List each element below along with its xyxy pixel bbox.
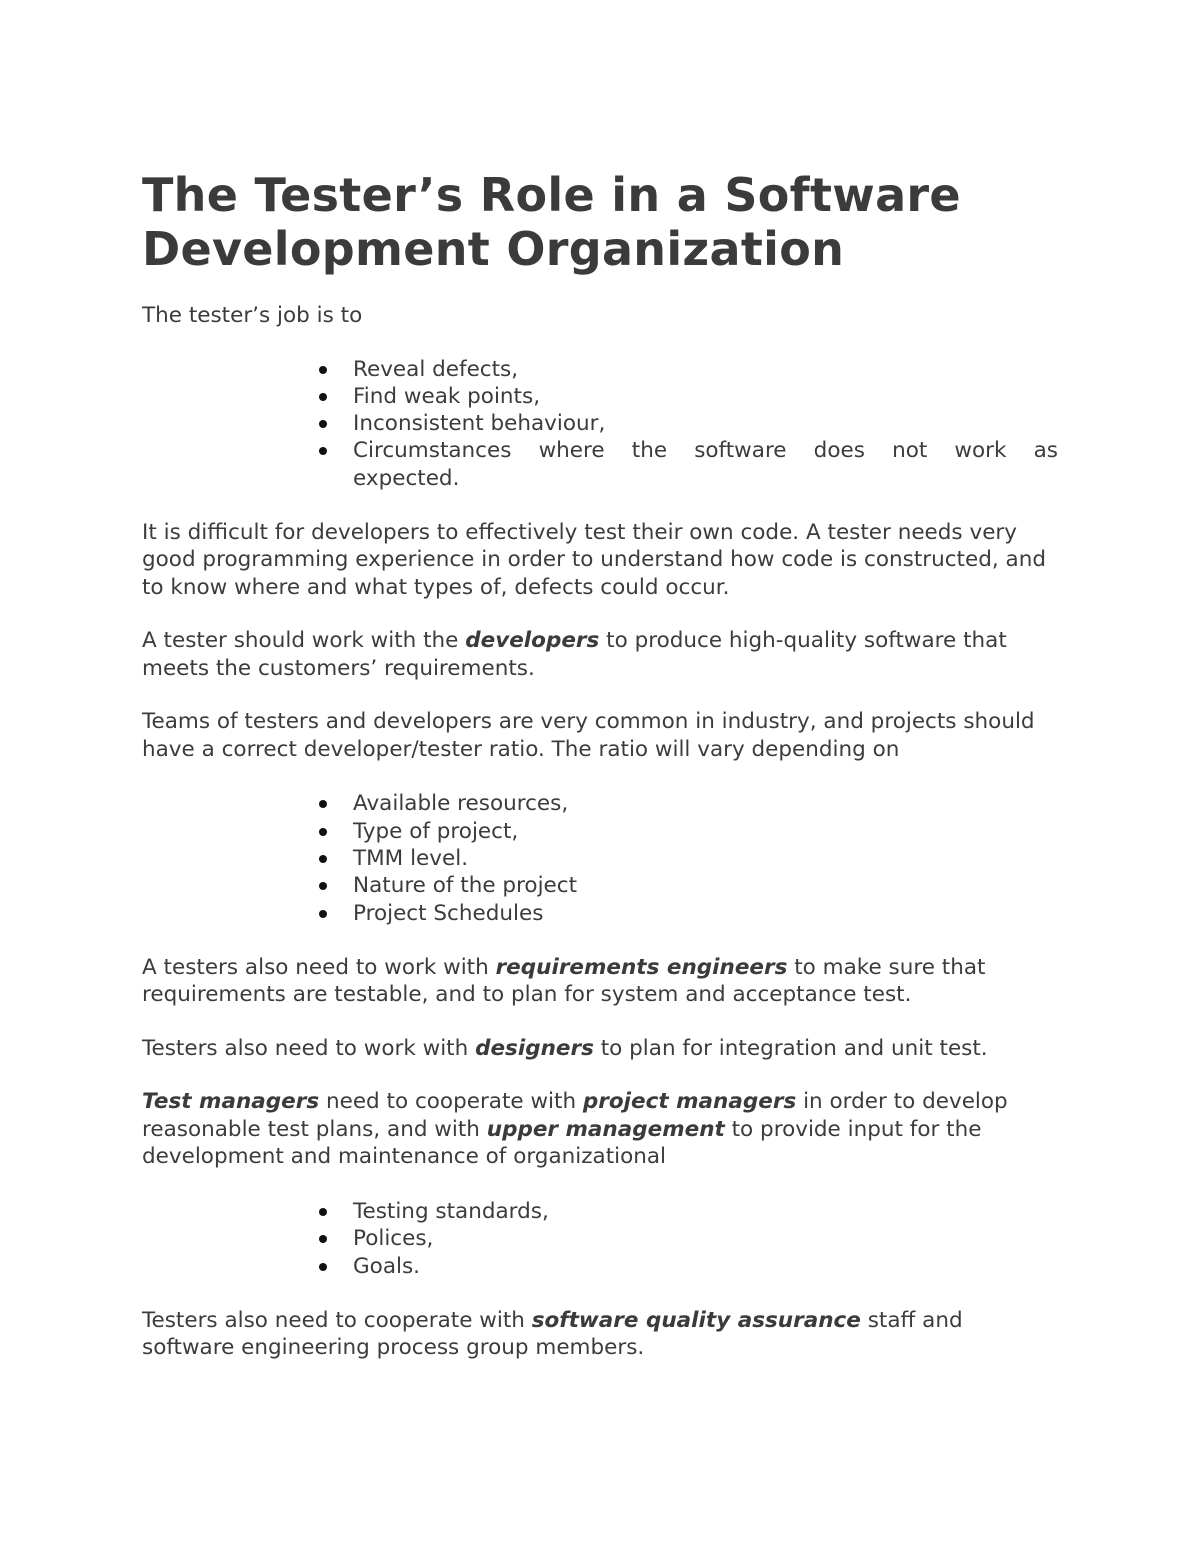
emphasis-designers: designers [475,1035,594,1061]
text-run: staff and software engineering process group members. [142,1307,963,1361]
text-run: A tester should work with the [142,628,466,654]
list-item: Nature of the project [353,872,1058,899]
text-run: in order to develop reasonable test plans, and with [142,1089,1008,1142]
list-item: Reveal defects, [353,356,1058,383]
list-item: Testing standards, [353,1198,1058,1225]
list-item: Type of project, [353,818,1058,845]
paragraph-sqa-staff [142,1307,1058,1362]
list-item: Available resources, [353,790,1058,817]
text-run: need to cooperate with [319,1089,583,1115]
paragraph-teams-ratio: Teams of testers and developers are very common in industry, and projects should have a correct developer/tester ratio. The ratio will vary depending on [142,709,1035,762]
emphasis-requirements-engineers: requirements engineers [495,954,788,980]
document-page [142,168,1058,1362]
list-item-line-1: Circumstances where the software does not work as [353,438,1058,464]
document-title [142,168,1058,276]
emphasis-test-managers: Test managers [142,1089,320,1115]
text-run: to produce high-quality software that meets the customers’ requirements. [142,628,1007,681]
emphasis-software-quality-assurance: software quality assurance [531,1307,861,1333]
title-line-1: The Tester’s Role in a Software [142,168,961,222]
list-item [353,437,1058,492]
list-item: Project Schedules [353,900,1058,927]
emphasis-project-managers: project managers [582,1089,797,1115]
text-run: to provide input for the development and maintenance of organizational [142,1116,982,1170]
emphasis-developers: developers [465,628,600,654]
list-item: Polices, [353,1225,1058,1252]
title-line-2: Development Organization [142,222,845,276]
intro-paragraph: The tester’s job is to [142,303,363,328]
list-item: TMM level. [353,845,1058,872]
text-run: to plan for integration and unit test. [593,1035,988,1061]
paragraph-designers [142,1035,1058,1063]
tester-job-list [142,356,1058,492]
paragraph-work-with-developers [142,627,1058,682]
paragraph-requirements-engineers [142,954,1058,1009]
list-item-line-2: expected. [353,465,460,491]
organizational-items-list [142,1198,1058,1280]
ratio-factors-list [142,790,1058,926]
list-item: Inconsistent behaviour, [353,410,1058,437]
paragraph-test-managers [142,1088,1058,1171]
list-item: Find weak points, [353,383,1058,410]
text-run: Testers also need to work with [142,1035,476,1061]
text-run: Testers also need to cooperate with [142,1307,532,1333]
text-run: A testers also need to work with [142,954,496,980]
text-run: to make sure that requirements are testable, and to plan for system and acceptance test. [142,954,986,1008]
emphasis-upper-management: upper management [486,1116,725,1142]
list-item: Goals. [353,1253,1058,1280]
paragraph-developers-testing: It is difficult for developers to effectively test their own code. A tester needs very good programming experience in order to understand how code is constructed, and to know where and what types of, defects could occur. [142,519,1046,600]
